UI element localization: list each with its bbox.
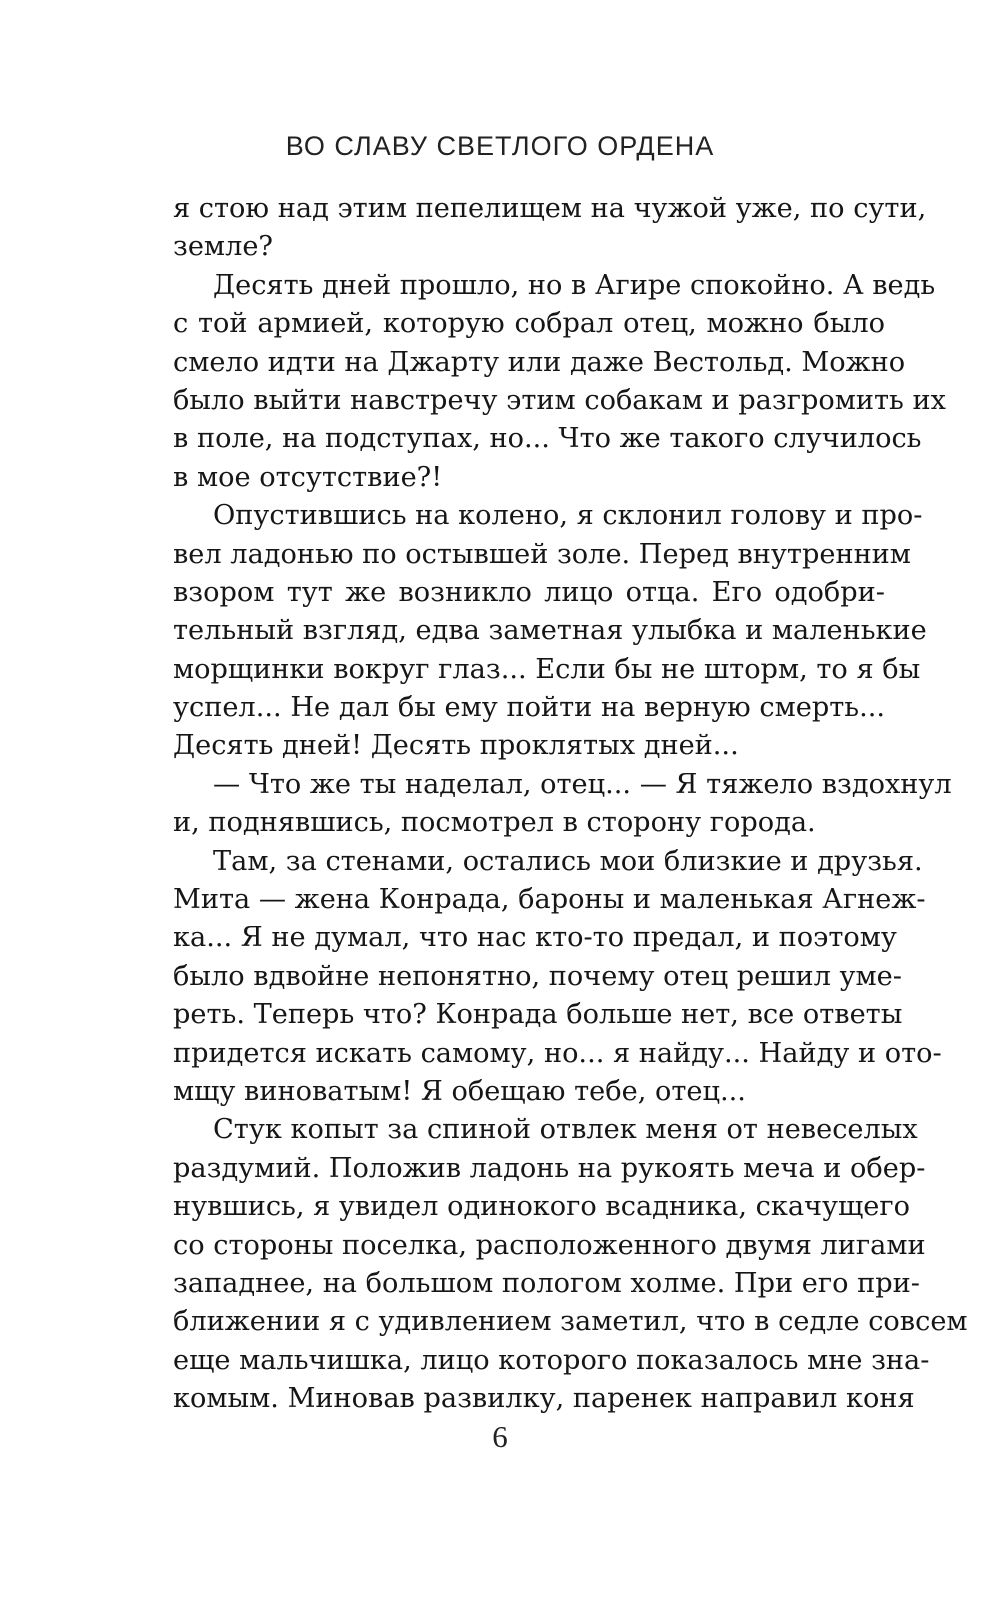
text-line: ка... Я не думал, что нас кто-то предал, и поэтому	[173, 922, 897, 954]
text-line: Десять дней прошло, но в Агире спокойно. А ведь	[213, 269, 936, 301]
page-number: 6	[492, 1419, 508, 1454]
text-line: Опустившись на колено, я склонил голову и про-	[213, 500, 923, 532]
text-line: реть. Теперь что? Конрада больше нет, все ответы	[173, 999, 903, 1031]
text-line: морщинки вокруг глаз... Если бы не шторм, то я бы	[173, 653, 921, 685]
text-line: Десять дней! Десять прoклятых дней...	[173, 730, 739, 762]
text-line: Там, за стенами, остались мои близкие и друзья.	[213, 845, 923, 877]
text-line: придется искать самому, но... я найду... Найду и ото-	[173, 1037, 942, 1069]
text-line: я стою над этим пепелищем на чужой уже, по сути,	[173, 193, 927, 224]
text-line: успел... Не дал бы ему пойти на верную смерть...	[173, 692, 885, 724]
text-line: было вдвойне непонятно, почему отец решил уме-	[173, 960, 902, 992]
text-line: взором тут же возникло лицо отца. Его одобри-	[173, 576, 885, 608]
text-line: с той армией, которую собрал отец, можно было	[173, 308, 885, 340]
text-line: вел ладонью по остывшей золе. Перед внутренним	[173, 538, 911, 570]
body-text	[173, 190, 968, 1419]
text-line: Стук копыт за спиной отвлек меня от невеселых	[213, 1114, 918, 1146]
running-head: ВО СЛАВУ СВЕТЛОГО ОРДЕНА	[285, 131, 715, 161]
text-line: было выйти навстречу этим собакам и разгромить их	[173, 384, 946, 416]
text-line: ближении я с удивлением заметил, что в седле совсем	[173, 1306, 968, 1338]
text-line: земле?	[173, 231, 274, 263]
text-line: и, поднявшись, посмотрел в сторону города.	[173, 807, 816, 839]
text-line: в поле, на подступах, но... Что же такого случилось	[173, 423, 922, 455]
text-line: нувшись, я увидел одинокого всадника, скачущего	[173, 1191, 911, 1223]
text-line: со стороны поселка, расположенного двумя лигами	[173, 1229, 926, 1261]
text-line: комым. Миновав развилку, паренек направил коня	[173, 1383, 915, 1415]
text-line: раздумий. Положив ладонь на рукоять меча и обер-	[173, 1152, 926, 1184]
text-line: мщу виноватым! Я обещаю тебе, отец...	[173, 1075, 746, 1107]
text-line: — Что же ты наделал, отец... — Я тяжело вздохнул	[213, 768, 952, 800]
text-line: тельный взгляд, едва заметная улыбка и маленькие	[173, 615, 927, 647]
text-line: западнее, на большом пологом холме. При его при-	[173, 1267, 920, 1299]
text-line: Мита — жена Конрада, бароны и маленькая Агнеж-	[173, 884, 926, 916]
text-line: в мое отсутствие?!	[173, 461, 443, 493]
text-line: смело идти на Джарту или даже Вестольд. Можно	[173, 346, 906, 378]
text-line: еще мальчишка, лицо которого показалось мне зна-	[173, 1344, 930, 1376]
